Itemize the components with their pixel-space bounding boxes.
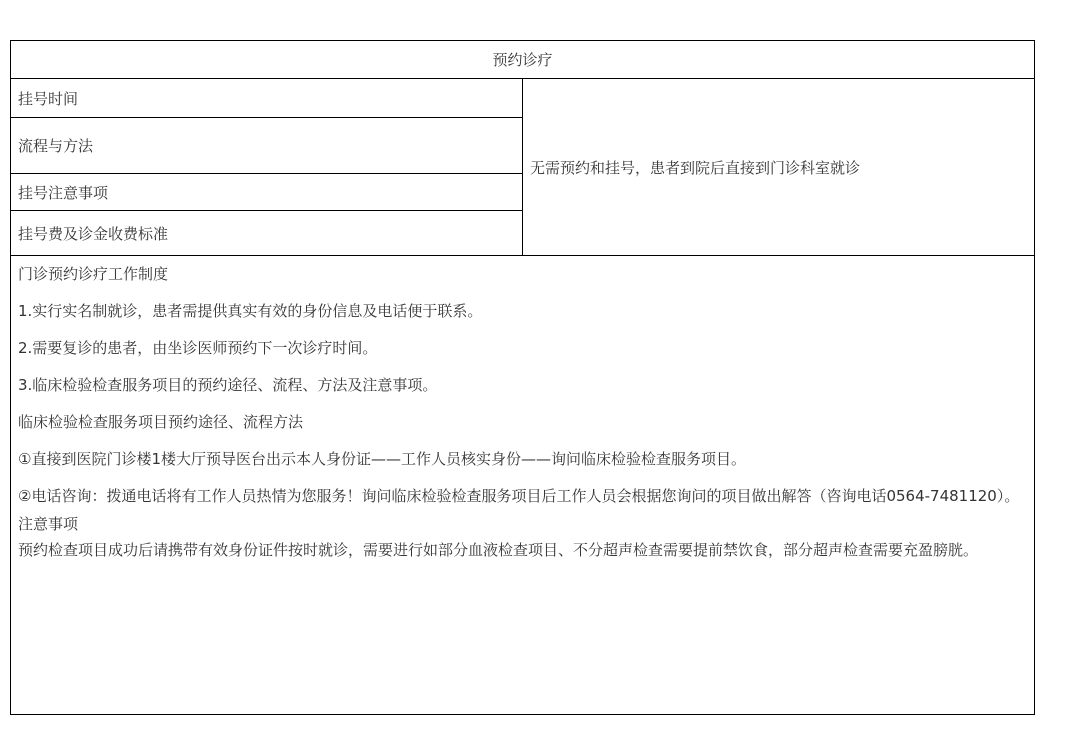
content-item-3: 3.临床检验检查服务项目的预约途径、流程、方法及注意事项。 — [18, 376, 438, 394]
content-heading: 门诊预约诊疗工作制度 — [18, 265, 169, 283]
content-subheading: 临床检验检查服务项目预约途径、流程方法 — [18, 413, 304, 431]
content-item-2: 2.需要复诊的患者，由坐诊医师预约下一次诊疗时间。 — [18, 339, 378, 357]
content-cell — [11, 256, 1035, 715]
content-step-2: ②电话咨询：拨通电话将有工作人员热情为您服务！询问临床检验检查服务项目后工作人员会根据您询问的项目做出解答（咨询电话0564-7481120）。 — [18, 487, 1020, 505]
content-step-1: ①直接到医院门诊楼1楼大厅预导医台出示本人身份证——工作人员核实身份——询问临床检验检查服务项目。 — [18, 450, 746, 468]
row-label-process-method: 流程与方法 — [11, 118, 523, 174]
notes-heading: 注意事项 — [18, 515, 79, 533]
notes-text: 预约检查项目成功后请携带有效身份证件按时就诊，需要进行如部分血液检查项目、不分超声检查需要提前禁饮食，部分超声检查需要充盈膀胱。 — [18, 541, 979, 559]
row-label-fee-standard: 挂号费及诊金收费标准 — [11, 211, 523, 256]
table-title: 预约诊疗 — [11, 41, 1035, 79]
merged-value-cell: 无需预约和挂号，患者到院后直接到门诊科室就诊 — [523, 79, 1035, 256]
content-item-1: 1.实行实名制就诊，患者需提供真实有效的身份信息及电话便于联系。 — [18, 302, 483, 320]
row-label-registration-notes: 挂号注意事项 — [11, 174, 523, 211]
row-label-registration-time: 挂号时间 — [11, 79, 523, 118]
appointment-table — [10, 40, 1035, 715]
